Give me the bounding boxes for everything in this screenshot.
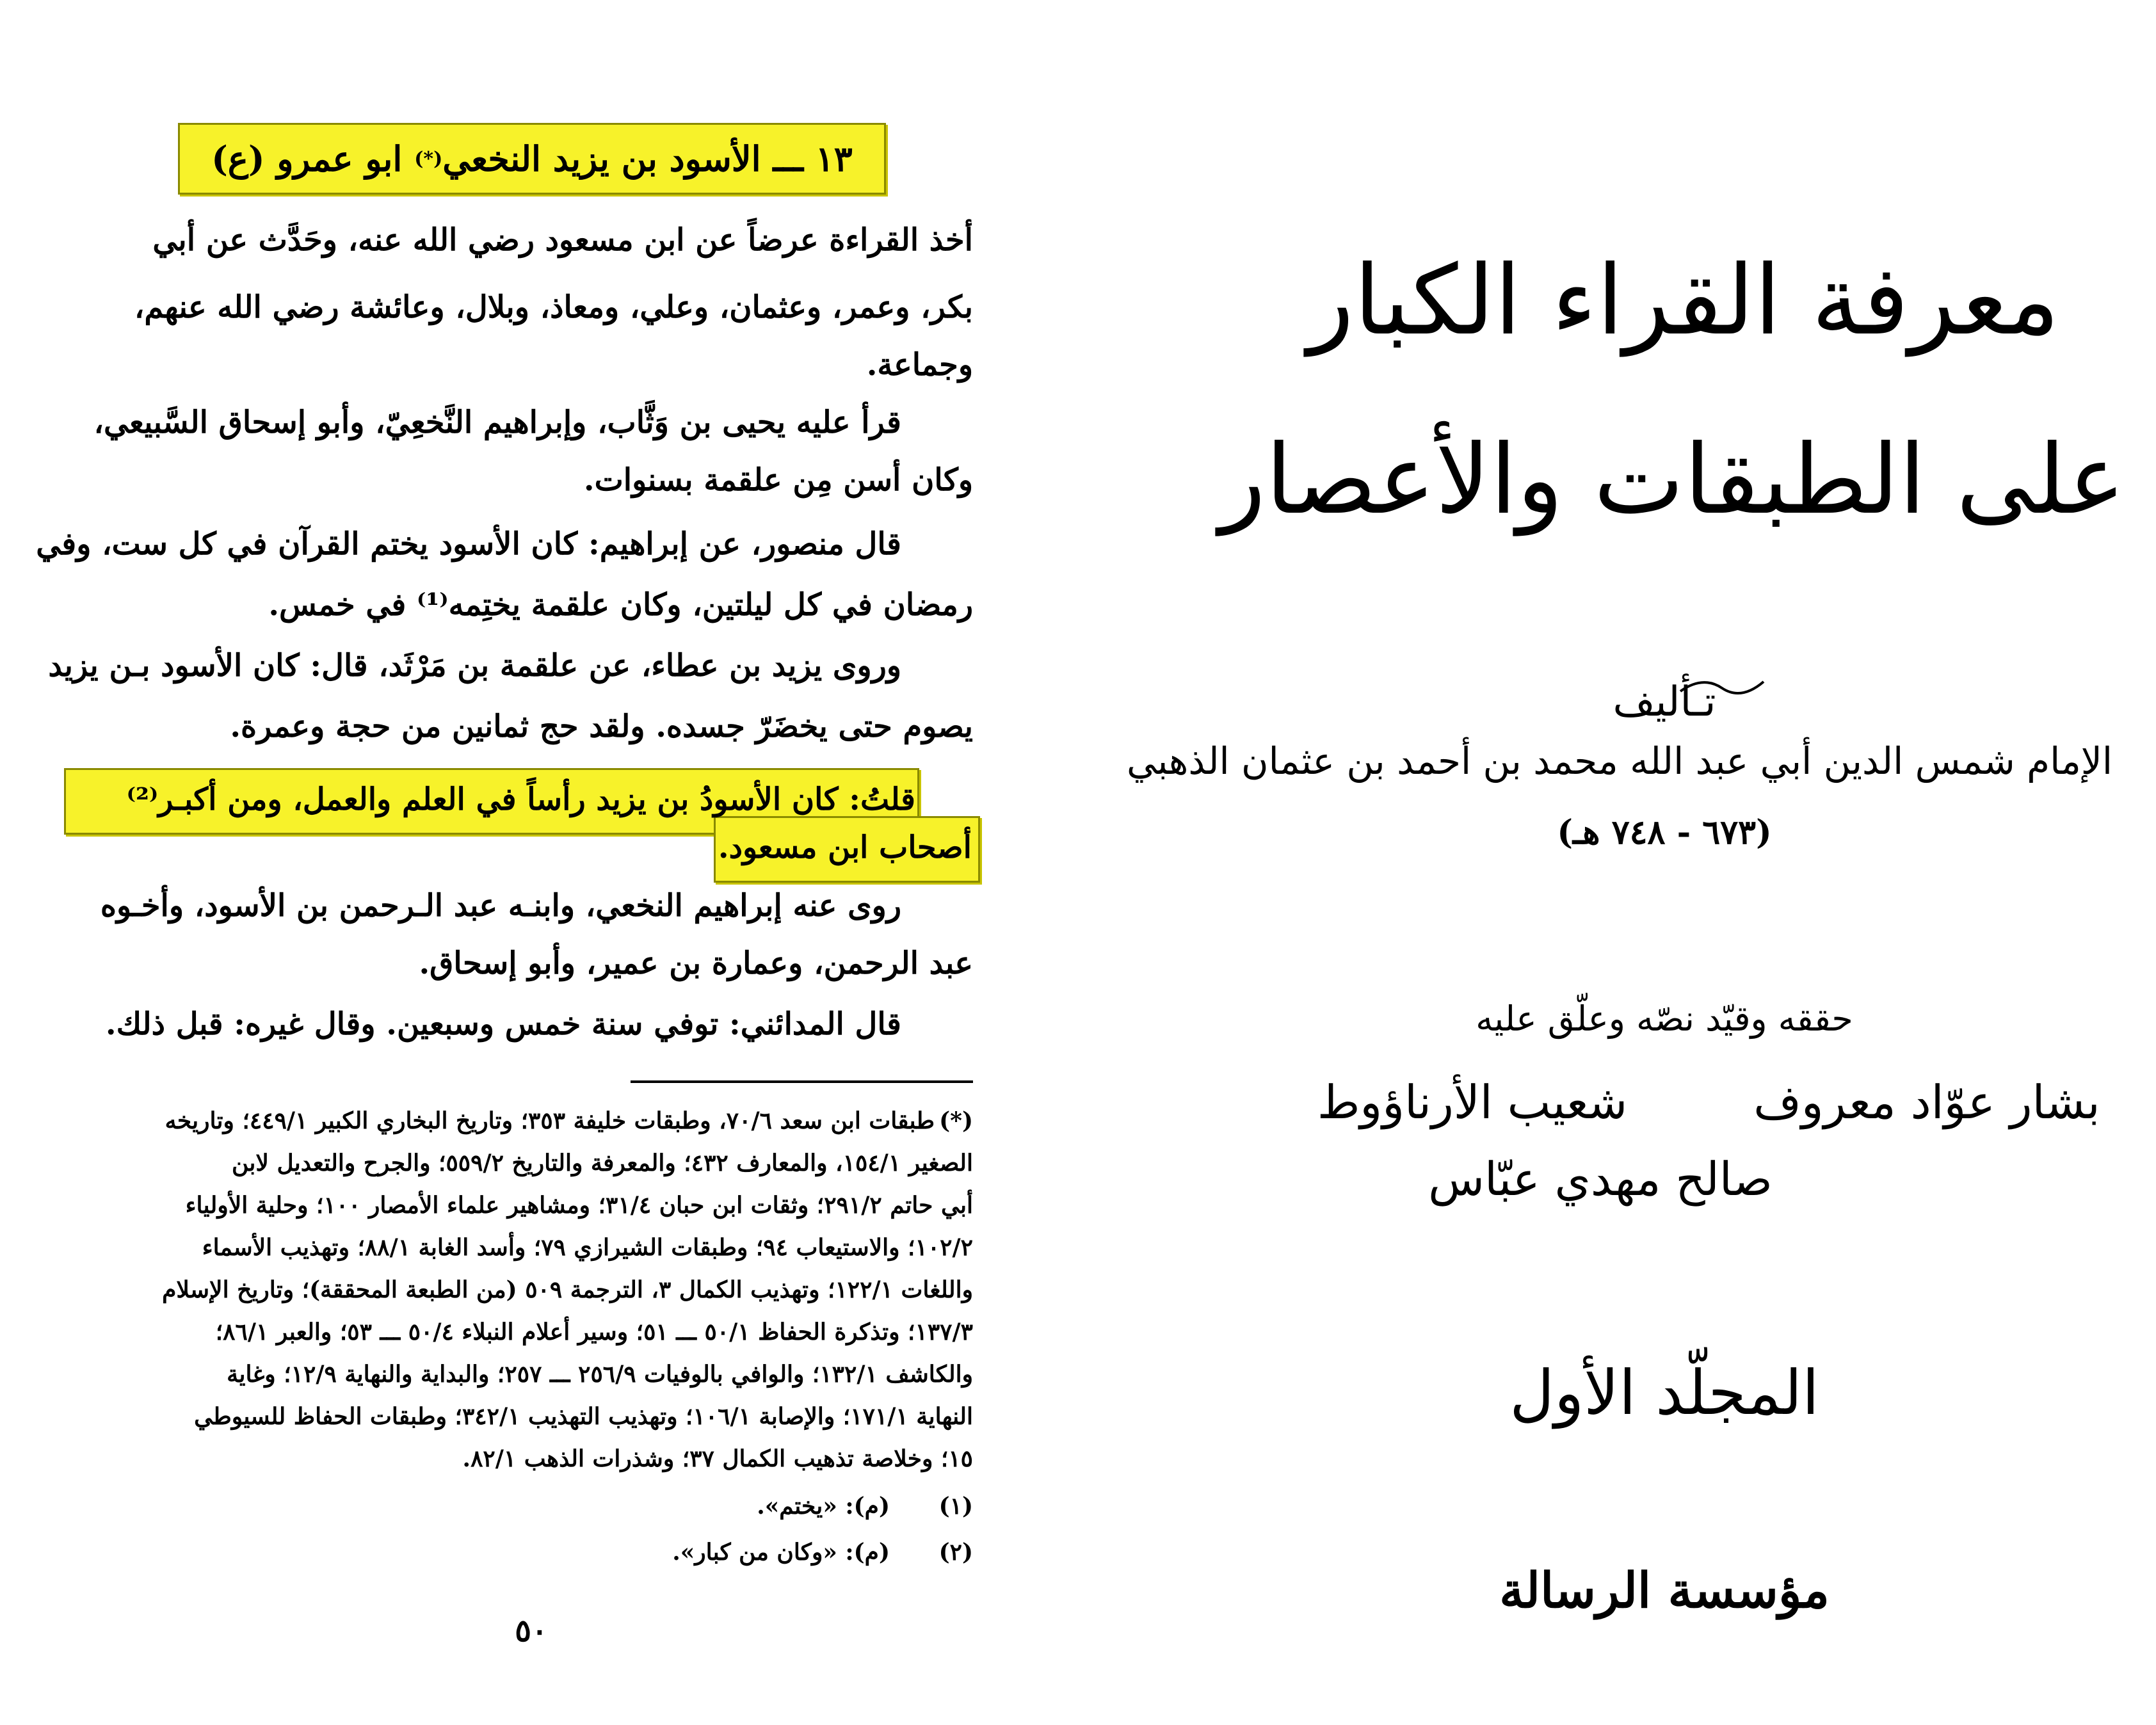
footnote-line: ١٥؛ وخلاصة تذهيب الكمال ٣٧؛ وشذرات الذهب ٨٢/١. (462, 1445, 973, 1472)
page-number: ٥٠ (515, 1613, 548, 1649)
editor-3: صالح مهدي عبّاس (1428, 1152, 1773, 1206)
footnote-line: الصغير ١٥٤/١، والمعارف ٤٣٢؛ والمعرفة والتاريخ ٥٥٩/٢؛ والجرح والتعديل لابن (232, 1150, 973, 1176)
footnote-star-marker: (*) (939, 1107, 973, 1134)
entry-marker: (*) (414, 147, 443, 170)
text-line: أخذ القراءة عرضاً عن ابن مسعود رضي الله عنه، وحَدَّث عن أبي (152, 222, 973, 258)
text-line: يصوم حتى يخضَرّ جسده. ولقد حج ثمانين من حجة وعمرة. (230, 709, 973, 744)
footnote-number: (١) (938, 1493, 973, 1520)
footnote-text: (م): «يختم». (757, 1493, 890, 1520)
author-dates: (٦٧٣ - ٧٤٨ هـ) (1557, 813, 1772, 852)
text-line: وكان أسن مِن علقمة بسنوات. (583, 462, 973, 498)
left-page (0, 0, 1050, 1725)
highlighted-line: أصحاب ابن مسعود. (718, 830, 972, 865)
book-title-line1: معرفة القراء الكبار (1307, 245, 2060, 357)
entry-number: ١٣ (815, 138, 853, 179)
footnote-line: ١٠٢/٢؛ والاستيعاب ٩٤؛ وطبقات الشيرازي ٧٩؛ وأسد الغابة ٨٨/١؛ وتهذيب الأسماء (202, 1234, 973, 1261)
entry-heading (178, 123, 886, 195)
entry-kunya: ابو عمرو (ع) (211, 138, 403, 179)
text-line: وروى يزيد بن عطاء، عن علقمة بن مَرْثَد، قال: كان الأسود بـن يزيد (48, 648, 901, 684)
by-label: تـأليف (1613, 678, 1716, 726)
text-line: روى عنه إبراهيم النخعي، وابنـه عبد الـرحمن بن الأسود، وأخـوه (100, 888, 901, 924)
publisher-name: مؤسسة الرسالة (1499, 1562, 1830, 1619)
volume-label: المجلّد الأول (1509, 1357, 1819, 1429)
text-line: عبد الرحمن، وعمارة بن عمير، وأبو إسحاق. (419, 945, 973, 981)
text-line: رمضان في كل ليلتين، وكان علقمة يختِمه⁽¹⁾ في خمس. (268, 587, 973, 623)
footnote-line: أبي حاتم ٢٩١/٢؛ وثقات ابن حبان ٣١/٤؛ ومشاهير علماء الأمصار ١٠٠؛ وحلية الأولياء (185, 1192, 973, 1219)
footnote-text: (م): «وكان من كبار». (672, 1539, 890, 1566)
editor-1: بشار عوّاد معروف (1753, 1075, 2100, 1129)
footnote-line: ١٣٧/٣؛ وتذكرة الحفاظ ٥٠/١ ـــ ٥١؛ وسير أعلام النبلاء ٥٠/٤ ـــ ٥٣؛ والعبر ٨٦/١؛ (215, 1319, 973, 1345)
footnote-line: النهاية ١٧١/١؛ والإصابة ١٠٦/١؛ وتهذيب التهذيب ٣٤٢/١؛ وطبقات الحفاظ للسيوطي (194, 1403, 973, 1430)
text-line: قال منصور، عن إبراهيم: كان الأسود يختم القرآن في كل ست، وفي (36, 526, 901, 562)
footnote-divider (631, 1080, 973, 1083)
entry-name: الأسود بن يزيد النخعي (442, 138, 761, 179)
highlighted-line: قلتُ: كان الأسودُ بن يزيد رأساً في العلم والعمل، ومن أكبـر⁽²⁾ (126, 782, 915, 817)
text-line: قرأ عليه يحيى بن وَثَّاب، وإبراهيم النَّخعِيّ، وأبو إسحاق السَّبيعي، (93, 405, 901, 440)
editors-label: حققه وقيّد نصّه وعلّق عليه (1476, 999, 1853, 1039)
footnote-line: واللغات ١٢٢/١؛ وتهذيب الكمال ٣، الترجمة ٥٠٩ (من الطبعة المحققة)؛ وتاريخ الإسلام (162, 1276, 973, 1303)
text-line: قال المدائني: توفي سنة خمس وسبعين. وقال غيره: قبل ذلك. (105, 1006, 901, 1042)
footnote-line: والكاشف ١٣٢/١؛ والوافي بالوفيات ٢٥٦/٩ ـــ ٢٥٧؛ والبداية والنهاية ١٢/٩؛ وغاية (227, 1361, 973, 1388)
text-line: بكر، وعمر، وعثمان، وعلي، ومعاذ، وبلال، وعائشة رضي الله عنهم، (134, 289, 973, 325)
book-title-line2: على الطبقات والأعصار (1219, 424, 2125, 536)
entry-dash: ـــ (773, 138, 803, 179)
text-line: وجماعة. (866, 347, 973, 383)
title-page (1126, 0, 2156, 1725)
footnote-number: (٢) (938, 1539, 973, 1566)
footnote-line: طبقات ابن سعد ٧٠/٦، وطبقات خليفة ٣٥٣؛ وتاريخ البخاري الكبير ٤٤٩/١؛ وتاريخه (165, 1107, 935, 1134)
author-name: الإمام شمس الدين أبي عبد الله محمد بن أحمد بن عثمان الذهبي (1126, 739, 2112, 783)
editor-2: شعيب الأرناؤوط (1317, 1075, 1628, 1129)
